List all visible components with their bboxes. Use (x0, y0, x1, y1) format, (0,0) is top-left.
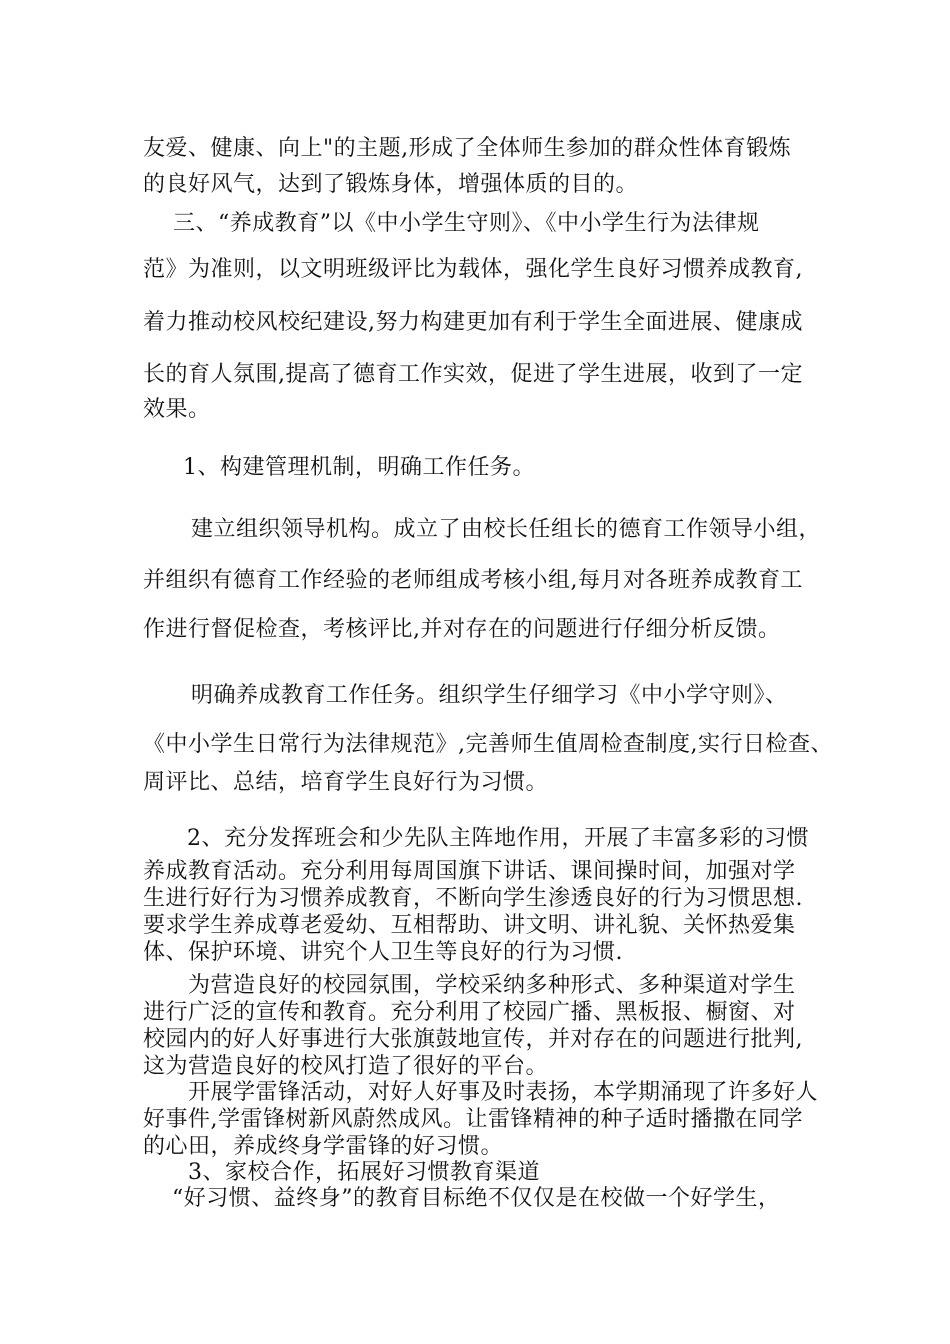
text-line: 进行广泛的宣传和教育。充分利用了校园广播、黑板报、橱窗、对 (143, 1000, 796, 1025)
text-line: 三、“养成教育”以《中小学生守则》、《中小学生行为法律规 (173, 211, 760, 236)
text-line: 建立组织领导机构。成立了由校长任组长的德育工作领导小组， (191, 517, 822, 542)
section-heading: 1、构建管理机制，明确工作任务。 (183, 455, 535, 480)
text-line: 周评比、总结，培育学生良好行为习惯。 (143, 770, 549, 795)
text-line: 着力推动校风校纪建设,努力构建更加有利于学生全面进展、健康成 (143, 310, 803, 335)
text-line: 效果。 (143, 397, 211, 422)
text-line: 范》为准则，以文明班级评比为载体，强化学生良好习惯养成教育, (143, 257, 803, 282)
text-line: 的心田，养成终身学雷锋的好习惯。 (143, 1134, 504, 1159)
text-line: 要求学生养成尊老爱幼、互相帮助、讲文明、讲礼貌、关怀热爱集 (143, 913, 796, 938)
text-line: 《中小学生日常行为法律规范》,完善师生值周检查制度,实行日检查、 (143, 732, 833, 757)
text-line: “好习惯、益终身”的教育目标绝不仅仅是在校做一个好学生， (172, 1186, 781, 1211)
text-line: 明确养成教育工作任务。组织学生仔细学习《中小学守则》、 (191, 683, 788, 708)
text-line: 养成教育活动。充分利用每周国旗下讲话、课间操时间，加强对学 (143, 859, 796, 884)
text-line: 好事件,学雷锋树新风蔚然成风。让雷锋精神的种子适时播撒在同学 (143, 1107, 803, 1132)
text-line: 为营造良好的校园氛围，学校采纳多种形式、多种渠道对学生 (188, 973, 796, 998)
text-line: 这为营造良好的校风打造了很好的平台。 (143, 1054, 549, 1079)
text-line: 生进行好行为习惯养成教育，不断向学生渗透良好的行为习惯思想. (143, 886, 803, 911)
text-line: 作进行督促检查，考核评比,并对存在的问题进行仔细分析反馈。 (143, 617, 781, 642)
text-line: 的良好风气，达到了锻炼身体，增强体质的目的。 (143, 172, 639, 197)
text-line: 并组织有德育工作经验的老师组成考核小组,每月对各班养成教育工 (143, 568, 803, 593)
text-line: 长的育人氛围,提高了德育工作实效，促进了学生进展，收到了一定 (143, 362, 803, 387)
section-heading: 3、家校合作，拓展好习惯教育渠道 (188, 1160, 540, 1185)
text-line: 友爱、健康、向上"的主题,形成了全体师生参加的群众性体育锻炼 (143, 136, 792, 161)
text-line: 校园内的好人好事进行大张旗鼓地宣传，并对存在的问题进行批判, (143, 1027, 803, 1052)
section-heading: 2、充分发挥班会和少先队主阵地作用，开展了丰富多彩的习惯 (187, 826, 809, 851)
text-line: 体、保护环境、讲究个人卫生等良好的行为习惯. (143, 940, 623, 965)
text-line: 开展学雷锋活动，对好人好事及时表扬，本学期涌现了许多好人 (188, 1080, 819, 1105)
